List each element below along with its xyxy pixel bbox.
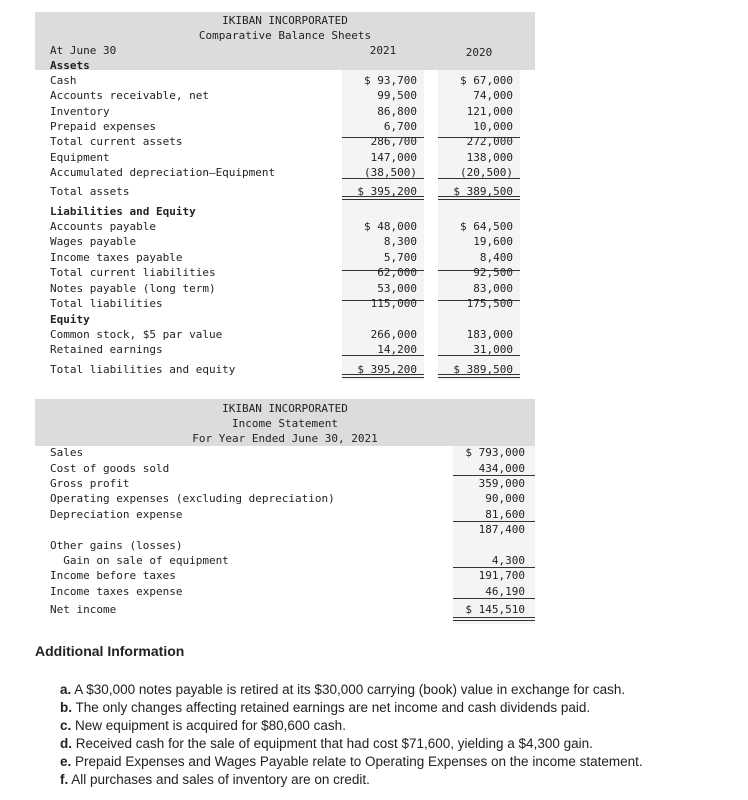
additional-info-item — [60, 717, 643, 735]
income-row-label: Income taxes expense — [50, 585, 183, 598]
balance-row-label: Total current liabilities — [50, 266, 216, 279]
balance-row-label: Total liabilities and equity — [50, 363, 236, 376]
balance-value-2021: $ 93,700 — [364, 74, 417, 87]
item-letter: b. — [60, 700, 72, 715]
item-text: All purchases and sales of inventory are on credit. — [71, 772, 370, 787]
rule-2021-current-assets — [342, 137, 424, 138]
balance-value-2021: 53,000 — [377, 282, 417, 295]
additional-info-item — [60, 681, 643, 699]
balance-row-label: Assets — [50, 59, 90, 72]
balance-row-label: Total current assets — [50, 135, 183, 148]
income-row-label: Cost of goods sold — [50, 462, 170, 475]
rule-2021-retained — [342, 355, 424, 356]
balance-row-label: Liabilities and Equity — [50, 205, 196, 218]
double-rule-net-income — [453, 617, 535, 621]
double-rule-2021-total-le — [342, 374, 424, 378]
item-text: Prepaid Expenses and Wages Payable relate to Operating Expenses on the income statement. — [75, 754, 643, 769]
balance-value-2020: 121,000 — [466, 105, 513, 118]
balance-value-2020: $ 389,500 — [453, 185, 513, 198]
balance-value-2021: $ 395,200 — [357, 185, 417, 198]
double-rule-2020-total-le — [438, 374, 520, 378]
balance-value-2020: 8,400 — [479, 251, 513, 264]
balance-value-2021: $ 395,200 — [357, 363, 417, 376]
item-letter: e. — [60, 754, 72, 769]
balance-value-2021: 147,000 — [370, 151, 417, 164]
balance-value-2021: $ 48,000 — [364, 220, 417, 233]
income-row-label: Operating expenses (excluding depreciation) — [50, 492, 335, 505]
rule-2020-accum-dep — [438, 178, 520, 179]
balance-value-2021: (38,500) — [364, 166, 417, 179]
balance-row-label: Accumulated depreciation—Equipment — [50, 166, 276, 179]
income-statement-title: Income Statement — [232, 417, 338, 430]
item-letter: c. — [60, 718, 72, 733]
column-2021-header: 2021 — [369, 44, 397, 57]
balance-row-label: Notes payable (long term) — [50, 282, 216, 295]
balance-row-label: Total liabilities — [50, 297, 163, 310]
income-row-label: Income before taxes — [50, 569, 176, 582]
balance-value-2020: 183,000 — [466, 328, 513, 341]
additional-info-item — [60, 771, 643, 789]
balance-value-2020: 175,500 — [466, 297, 513, 310]
balance-row-label: Equipment — [50, 151, 110, 164]
balance-value-2020: 83,000 — [473, 282, 513, 295]
income-row-value: 90,000 — [485, 492, 525, 505]
rule-taxes — [453, 598, 535, 599]
income-row-value: $ 793,000 — [465, 446, 525, 459]
balance-row-label: Accounts receivable, net — [50, 89, 209, 102]
rule-2021-accum-dep — [342, 178, 424, 179]
income-statement-company: IKIBAN INCORPORATED — [222, 402, 348, 415]
balance-sheet-company: IKIBAN INCORPORATED — [222, 14, 348, 27]
balance-value-2020: 138,000 — [466, 151, 513, 164]
additional-info-item — [60, 735, 643, 753]
column-2020-header: 2020 — [465, 46, 493, 59]
balance-value-2021: 286,700 — [370, 135, 417, 148]
balance-row-label: Inventory — [50, 105, 110, 118]
balance-value-2020: 74,000 — [473, 89, 513, 102]
balance-value-2021: 86,800 — [377, 105, 417, 118]
balance-row-label: Income taxes payable — [50, 251, 183, 264]
balance-value-2020: 92,500 — [473, 266, 513, 279]
balance-value-2020: 19,600 — [473, 235, 513, 248]
balance-value-2020: (20,500) — [460, 166, 513, 179]
balance-value-2021: 62,000 — [377, 266, 417, 279]
balance-value-2021: 99,500 — [377, 89, 417, 102]
double-rule-2020-total-assets — [438, 196, 520, 200]
balance-value-2020: $ 389,500 — [453, 363, 513, 376]
income-row-value: 359,000 — [478, 477, 525, 490]
balance-sheet-title: Comparative Balance Sheets — [198, 29, 372, 42]
balance-value-2020: 10,000 — [473, 120, 513, 133]
item-letter: d. — [60, 736, 72, 751]
income-row-label: Depreciation expense — [50, 508, 183, 521]
item-text: A $30,000 notes payable is retired at its $30,000 carrying (book) value in exchange for cash. — [74, 682, 626, 697]
income-row-value: 434,000 — [478, 462, 525, 475]
income-row-label: Gain on sale of equipment — [50, 554, 229, 567]
item-text: New equipment is acquired for $80,600 cash. — [75, 718, 346, 733]
balance-value-2021: 115,000 — [370, 297, 417, 310]
balance-row-label: Wages payable — [50, 235, 137, 248]
additional-info-list — [60, 681, 643, 789]
balance-value-2021: 266,000 — [370, 328, 417, 341]
item-text: Received cash for the sale of equipment that had cost $71,600, yielding a $4,300 gain. — [75, 736, 593, 751]
balance-row-label: Equity — [50, 313, 90, 326]
rule-depreciation — [453, 521, 535, 522]
income-row-value: 191,700 — [478, 569, 525, 582]
rule-2021-current-liab — [342, 270, 424, 271]
balance-value-2020: $ 67,000 — [460, 74, 513, 87]
balance-value-2020: $ 64,500 — [460, 220, 513, 233]
income-row-value: 4,300 — [491, 554, 525, 567]
income-row-value: 81,600 — [485, 508, 525, 521]
balance-value-2021: 14,200 — [377, 343, 417, 356]
balance-row-label: Prepaid expenses — [50, 120, 156, 133]
rule-2020-notes — [438, 300, 520, 301]
item-letter: a. — [60, 682, 72, 697]
income-row-label: Other gains (losses) — [50, 539, 183, 552]
income-row-value: 187,400 — [478, 523, 525, 536]
additional-info-item — [60, 699, 643, 717]
income-row-value: 46,190 — [485, 585, 525, 598]
income-statement-period: For Year Ended June 30, 2021 — [192, 432, 378, 445]
rule-2020-current-assets — [438, 137, 520, 138]
income-row-label: Net income — [50, 603, 117, 616]
balance-row-label: Retained earnings — [50, 343, 163, 356]
double-rule-2021-total-assets — [342, 196, 424, 200]
rule-2020-retained — [438, 355, 520, 356]
additional-info-item — [60, 753, 643, 771]
balance-row-label: Common stock, $5 par value — [50, 328, 223, 341]
income-row-value: $ 145,510 — [465, 603, 525, 616]
balance-value-2021: 5,700 — [383, 251, 417, 264]
rule-2020-current-liab — [438, 270, 520, 271]
item-text: The only changes affecting retained earnings are net income and cash dividends paid. — [75, 700, 591, 715]
item-letter: f. — [60, 772, 69, 787]
rule-cogs — [453, 475, 535, 476]
rule-2021-notes — [342, 300, 424, 301]
balance-value-2021: 8,300 — [383, 235, 417, 248]
balance-value-2021: 6,700 — [383, 120, 417, 133]
balance-sheet — [35, 12, 535, 380]
balance-value-2020: 272,000 — [466, 135, 513, 148]
additional-info-title: Additional Information — [35, 643, 185, 659]
at-june-label: At June 30 — [50, 44, 117, 57]
income-row-label: Gross profit — [50, 477, 130, 490]
balance-row-label: Cash — [50, 74, 77, 87]
income-row-label: Sales — [50, 446, 84, 459]
income-statement — [35, 399, 535, 624]
balance-value-2020: 31,000 — [473, 343, 513, 356]
balance-row-label: Total assets — [50, 185, 130, 198]
rule-gain — [453, 567, 535, 568]
balance-row-label: Accounts payable — [50, 220, 156, 233]
